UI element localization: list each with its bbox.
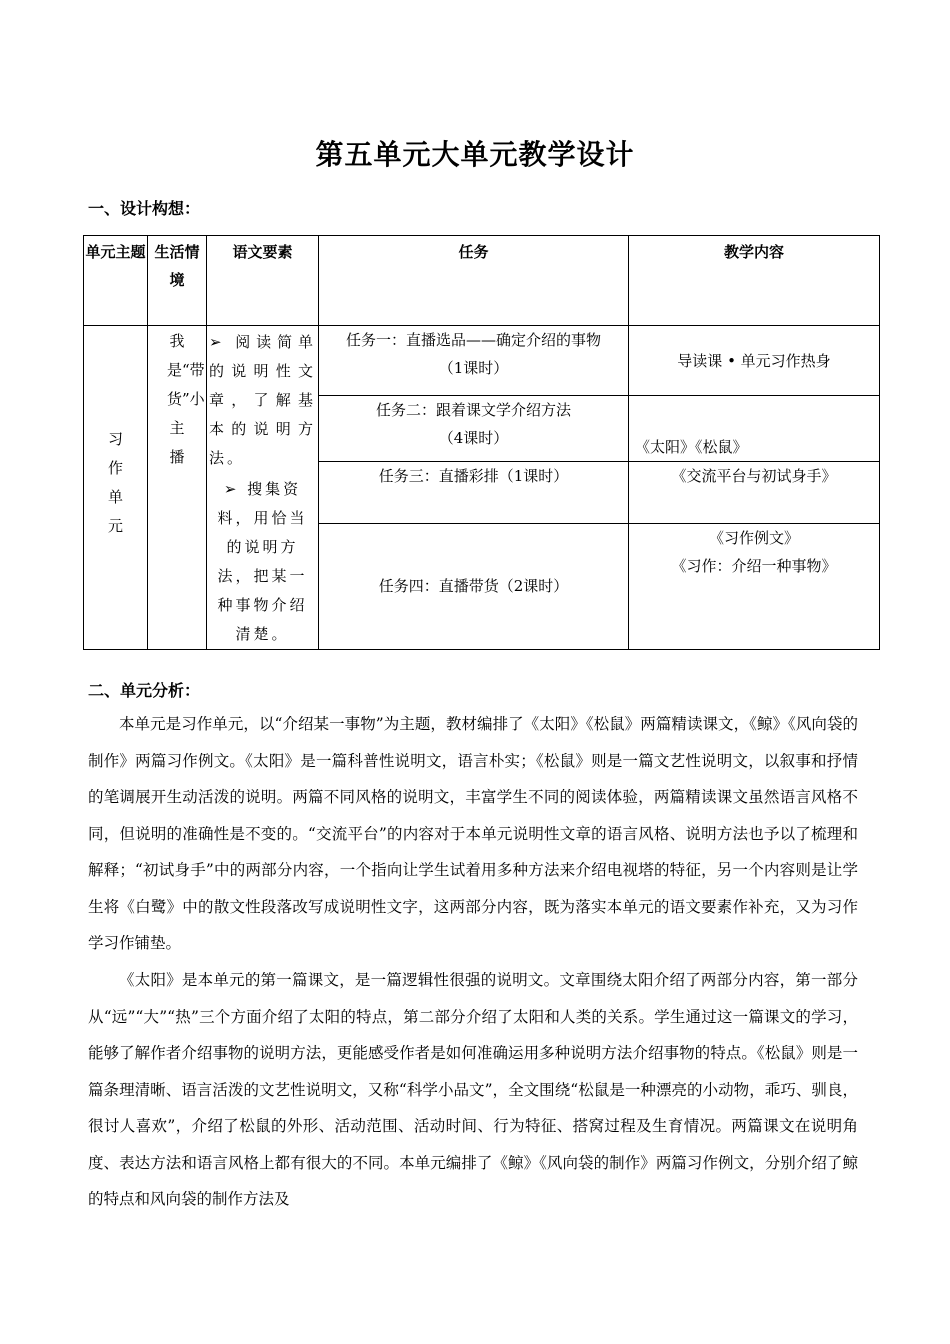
unit-theme-cell [84, 326, 148, 650]
element-text-2: 搜集资料，用恰当的说明方法，把某一种事物介绍清楚。 [217, 480, 308, 643]
header-elements: 语文要素 [207, 236, 319, 326]
element-text-1: 阅读简单的说明性文章，了解基本的说明方法。 [209, 333, 316, 467]
task-name-3: 任务三：直播彩排（1课时） [378, 466, 569, 485]
content-text-1: 导读课 • 单元习作热身 [677, 351, 831, 370]
task-cell-4 [319, 523, 629, 649]
content-text-4b: 《习作：介绍一种事物》 [671, 556, 837, 575]
life-context-cell [148, 326, 207, 650]
life-context-text: 我是“带货”小主播 [167, 332, 205, 466]
section-heading-analysis: 二、单元分析： [88, 681, 201, 700]
arrow-bullet-icon: ➢ [223, 480, 240, 498]
page-title: 第五单元大单元教学设计 [315, 138, 635, 171]
content-cell-2 [629, 396, 880, 461]
header-life-context: 生活情境 [148, 236, 207, 326]
analysis-paragraph-1: 本单元是习作单元，以“介绍某一事物”为主题，教材编排了《太阳》《松鼠》两篇精读课文，《鲸》《风向袋的制作》两篇习作例文。《太阳》是一篇科普性说明文，语言朴实；《松鼠》则是一篇文艺性说明文，以叙事和抒情的笔调展开生动活泼的说明。两篇不同风格的说明文，丰富学生不同的阅读体验，两篇精读课文虽然语言风格不同，但说明的准确性是不变的。“交流平台”的内容对于本单元说明性文章的语言风格、说明方法也予以了梳理和解释；“初试身手”中的两部分内容，一个指向让学生试着用多种方法来介绍电视塔的特征，另一个内容则是让学生将《白鹭》中的散文性段落改写成说明性文字，这两部分内容，既为落实本单元的语文要素作补充，又为习作学习作铺垫。 [88, 715, 858, 952]
task-name-2: 任务二：跟着课文学介绍方法 [375, 401, 571, 420]
task-hours-1: （1课时） [438, 359, 509, 377]
task-hours-2: （4课时） [438, 429, 509, 448]
table-header-row [84, 236, 880, 326]
header-task: 任务 [319, 236, 629, 326]
content-text-3: 《交流平台与初试身手》 [671, 466, 837, 485]
content-text-2: 《太阳》《松鼠》 [635, 437, 748, 456]
content-cell-4 [629, 523, 880, 649]
element-item-1 [207, 326, 318, 473]
content-text-4a: 《习作例文》 [708, 528, 799, 547]
section-heading-design: 一、设计构想： [88, 199, 201, 218]
task-name-1: 任务一：直播选品——确定介绍的事物 [345, 331, 601, 349]
content-cell-1 [629, 326, 880, 396]
analysis-paragraph-2: 《太阳》是本单元的第一篇课文，是一篇逻辑性很强的说明文。文章围绕太阳介绍了两部分内容，第一部分从“远”“大”“热”三个方面介绍了太阳的特点，第二部分介绍了太阳和人类的关系。学生通过这一篇课文的学习，能够了解作者介绍事物的说明方法，更能感受作者是如何准确运用多种说明方法介绍事物的特点。《松鼠》则是一篇条理清晰、语言活泼的文艺性说明文，又称“科学小品文”，全文围绕“松鼠是一种漂亮的小动物，乖巧、驯良，很讨人喜欢”，介绍了松鼠的外形、活动范围、活动时间、行为特征、搭窝过程及生育情况。两篇课文在说明角度、表达方法和语言风格上都有很大的不同。本单元编排了《鲸》《风向袋的制作》两篇习作例文，分别介绍了鲸的特点和风向袋的制作方法及 [88, 971, 858, 1208]
content-cell-3 [629, 461, 880, 523]
arrow-bullet-icon: ➢ [209, 333, 225, 351]
elements-cell [207, 326, 319, 650]
unit-theme-text: 习作单元 [107, 429, 123, 535]
task-cell-3 [319, 461, 629, 523]
header-unit-theme: 单元主题 [84, 236, 148, 326]
element-item-2 [207, 473, 318, 649]
design-table [83, 235, 880, 650]
task-cell-2 [319, 396, 629, 461]
task-cell-1 [319, 326, 629, 396]
header-content: 教学内容 [629, 236, 880, 326]
task-name-4: 任务四：直播带货（2课时） [378, 577, 569, 596]
